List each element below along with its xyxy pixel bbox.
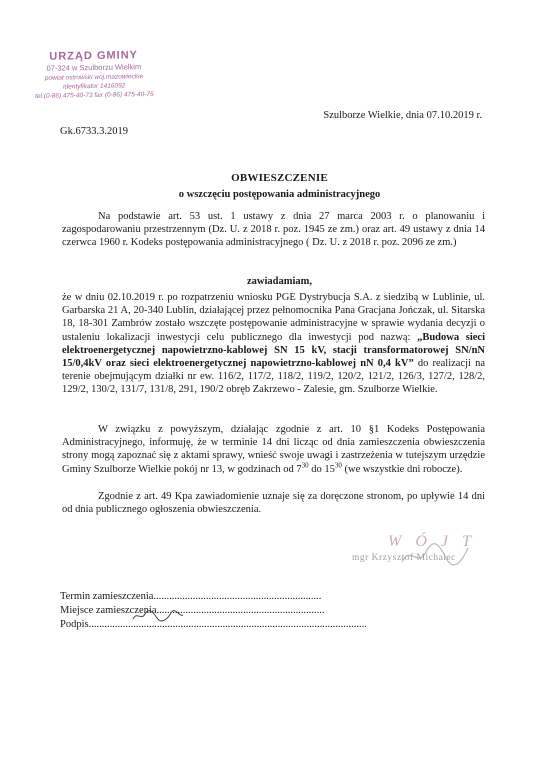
- case-number: Gk.6733.3.2019: [60, 126, 128, 137]
- field-dots: ................................................................: [156, 605, 325, 616]
- field-dots-text: ..........................................................................................................: [88, 619, 367, 630]
- hour-minutes-start: 30: [301, 461, 309, 470]
- inspection-text-b: do 15: [308, 463, 335, 475]
- stamp-line-1: URZĄD GMINY: [49, 49, 139, 63]
- announcement-word: zawiadamiam,: [246, 276, 313, 287]
- inspection-text-a: W związku z powyższym, działając zgodnie z art. 10 §1 Kodeks Postępowania Administracyjnego, informuję, że w terminie 14 dni licząc od dnia zamieszczenia obwieszczenia strony mogą zapoznać się z aktami sprawy, wnieść swoje uwagi i zastrzeżenia w tutejszym urzędzie Gminy Szulborze Wielkie pokój nr 13, w godzinach od 7: [62, 424, 485, 475]
- handwritten-initials: [131, 609, 185, 623]
- inspection-paragraph: [62, 423, 485, 476]
- posting-fields: [60, 590, 367, 632]
- legal-basis-paragraph: Na podstawie art. 53 ust. 1 ustawy z dnia 27 marca 2003 r. o planowaniu i zagospodarowaniu przestrzennym (Dz. U. z 2018 r. poz. 1945 ze zm.) oraz art. 49 ustawy z dnia 14 czerwca 1960 r. Kodeks postępowania administracyjnego ( Dz. U. z 2018 r. poz. 2096 ze zm.): [62, 211, 485, 249]
- field-dots: ................................................................: [153, 591, 322, 602]
- field-label: Miejsce zamieszczenia: [60, 605, 157, 616]
- place-date: Szulborze Wielkie, dnia 07.10.2019 r.: [323, 110, 482, 121]
- field-dots: [88, 618, 367, 632]
- inspection-text-c: (we wszystkie dni robocze).: [341, 463, 463, 475]
- investment-name: „Budowa sieci elektroenergetycznej napowietrzno-kablowej SN 15 kV, stacji transformatorowej SN/nN 15/0,4kV oraz sieci elektroenergetycznej napowietrzno-kablowej nN 0,4 kV”: [62, 331, 485, 370]
- stamp-line-5: tel.(0-86) 475-40-73 fax (0-86) 475-40-75: [35, 90, 154, 101]
- stamp-line-4: identyfikator 1416092: [63, 82, 126, 91]
- field-label: Termin zamieszczenia: [60, 591, 154, 602]
- office-stamp: [6, 48, 183, 101]
- signature-name: mgr Krzysztof Michalec: [352, 553, 456, 563]
- delivery-paragraph: Zgodnie z art. 49 Kpa zawiadomienie uznaje się za doręczone stronom, po upływie 14 dni od dnia publicznego ogłoszenia obwieszczenia.: [62, 491, 485, 516]
- proceedings-paragraph: [62, 291, 485, 397]
- field-posting-date: [60, 590, 322, 604]
- field-signature: [60, 618, 367, 632]
- document-title: OBWIESZCZENIE: [231, 172, 328, 184]
- field-label: Podpis: [60, 619, 89, 630]
- document-subtitle: o wszczęciu postępowania administracyjnego: [178, 189, 381, 200]
- stamp-line-3: powiat ostrowski woj.mazowieckie: [44, 73, 144, 82]
- proceedings-text-c: do realizacji na terenie obejmującym działki nr ew. 116/2, 117/2, 118/2, 119/2, 120/2, 121/2, 126/3, 127/2, 128/2, 129/2, 130/2, 131/7, 131/8, 291, 190/2 obręb Zakrzewo - Zalesie, gm. Szulborze Wielkie.: [62, 358, 485, 396]
- proceedings-text-a: że w dniu 02.10.2019 r. po rozpatrzeniu wniosku PGE Dystrybucja S.A. z siedzibą w Lublinie, ul. Garbarska 21 A, 20-340 Lublin, działającej przez pełnomocnika Pana Gracjana Jończak, ul. Sitarska 18, 18-301 Zambrów zostało wszczęte postępowanie administracyjne w sprawie wydania decyzji o ustaleniu lokalizacji inwestycji celu publicznego dla inwestycji pod nazwą:: [62, 292, 485, 343]
- signature-title: W Ó J T: [388, 533, 476, 550]
- hour-minutes-end: 30: [334, 461, 342, 470]
- stamp-line-2: 07-324 w Szulborzu Wielkim: [46, 62, 142, 73]
